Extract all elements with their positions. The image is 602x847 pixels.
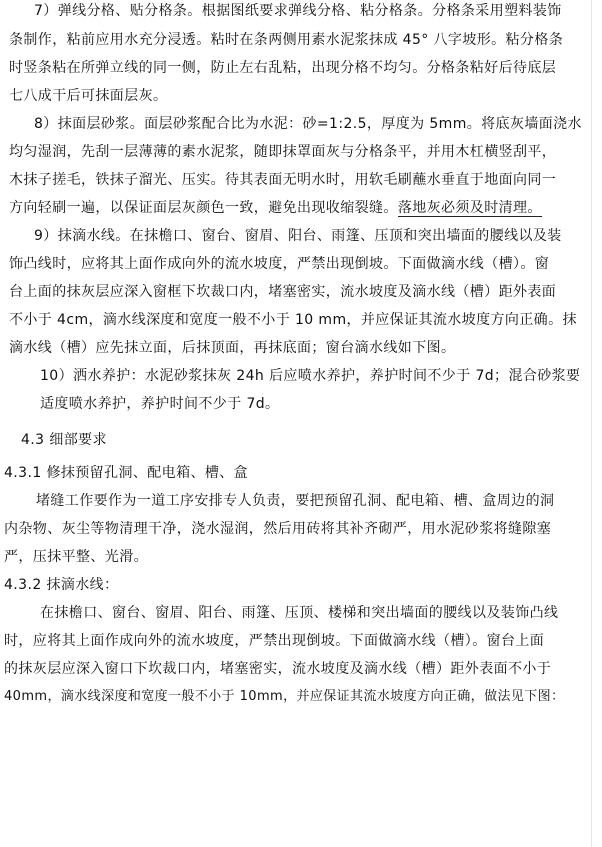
- section-heading: 4.3 细部要求: [21, 432, 107, 448]
- text-line: 时，应将其上面作成向外的流水坡度，严禁出现倒坡。下面做滴水线（槽）。窗台上面: [4, 633, 545, 649]
- page-right-edge: [591, 0, 602, 847]
- text-line: 条制作，粘前应用水充分浸透。粘时在条两侧用素水泥浆抹成 45° 八字坡形。粘分格条: [9, 32, 564, 48]
- subsection-heading: 4.3.2 抹滴水线：: [4, 577, 119, 593]
- text-line: 9）抹滴水线。在抹檐口、窗台、窗眉、阳台、雨篷、压顶和突出墙面的腰线以及装: [34, 228, 562, 244]
- text-line: 严，压抹平整、光滑。: [4, 549, 148, 565]
- text-segment: 方向轻刷一遍，以保证面层灰颜色一致，避免出现收缩裂缝。: [9, 200, 398, 216]
- text-line: 木抹子搓毛，铁抹子溜光、压实。待其表面无明水时，用软毛刷蘸水垂直于地面向同一: [9, 172, 557, 188]
- text-line: 不小于 4cm，滴水线深度和宽度一般不小于 10 mm，并应保证其流水坡度方向正确。抹: [9, 312, 577, 328]
- text-line: 滴水线（槽）应先抹立面，后抹顶面，再抹底面；窗台滴水线如下图。: [9, 340, 456, 356]
- text-line: 适度喷水养护，养护时间不少于 7d。: [40, 396, 280, 412]
- text-line: 时竖条粘在所弹立线的同一侧，防止左右乱粘，出现分格不均匀。分格条粘好后待底层: [9, 60, 557, 76]
- text-line: 堵缝工作要作为一道工序安排专人负责，要把预留孔洞、配电箱、槽、盒周边的洞: [36, 493, 555, 509]
- text-line: 均匀湿润，先刮一层薄薄的素水泥浆，随即抹罩面灰与分格条平，并用木杠横竖刮平，: [9, 144, 557, 160]
- text-line: 7）弹线分格、贴分格条。根据图纸要求弹线分格、粘分格条。分格条采用塑料装饰: [34, 3, 562, 19]
- subsection-heading: 4.3.1 修抹预留孔洞、配电箱、槽、盒: [4, 465, 249, 481]
- text-line: 台上面的抹灰层应深入窗框下坎裁口内，堵塞密实，流水坡度及滴水线（槽）距外表面: [9, 284, 557, 300]
- text-line: 的抹灰层应深入窗口下坎裁口内，堵塞密实，流水坡度及滴水线（槽）距外表面不小于: [4, 661, 552, 677]
- text-line: 在抹檐口、窗台、窗眉、阳台、雨篷、压顶、楼梯和突出墙面的腰线以及装饰凸线: [40, 605, 559, 621]
- text-line: 10）洒水养护：水泥砂浆抹灰 24h 后应喷水养护，养护时间不少于 7d；混合砂浆要: [40, 368, 581, 384]
- text-line: 40mm，滴水线深度和宽度一般不小于 10mm，并应保证其流水坡度方向正确，做法见下图：: [4, 689, 565, 704]
- text-line: 饰凸线时，应将其上面作成向外的流水坡度，严禁出现倒坡。下面做滴水线（槽）。窗: [9, 256, 550, 272]
- text-line: [9, 198, 542, 218]
- text-line: 七八成干后可抹面层灰。: [9, 88, 168, 104]
- text-line: 内杂物、灰尘等物清理干净，浇水湿润，然后用砖将其补齐砌严，用水泥砂浆将缝隙塞: [4, 521, 552, 537]
- text-line: 8）抹面层砂浆。面层砂浆配合比为水泥：砂=1:2.5，厚度为 5mm。将底灰墙面浇水: [34, 116, 582, 132]
- underlined-note: 落地灰必须及时清理。: [397, 200, 542, 216]
